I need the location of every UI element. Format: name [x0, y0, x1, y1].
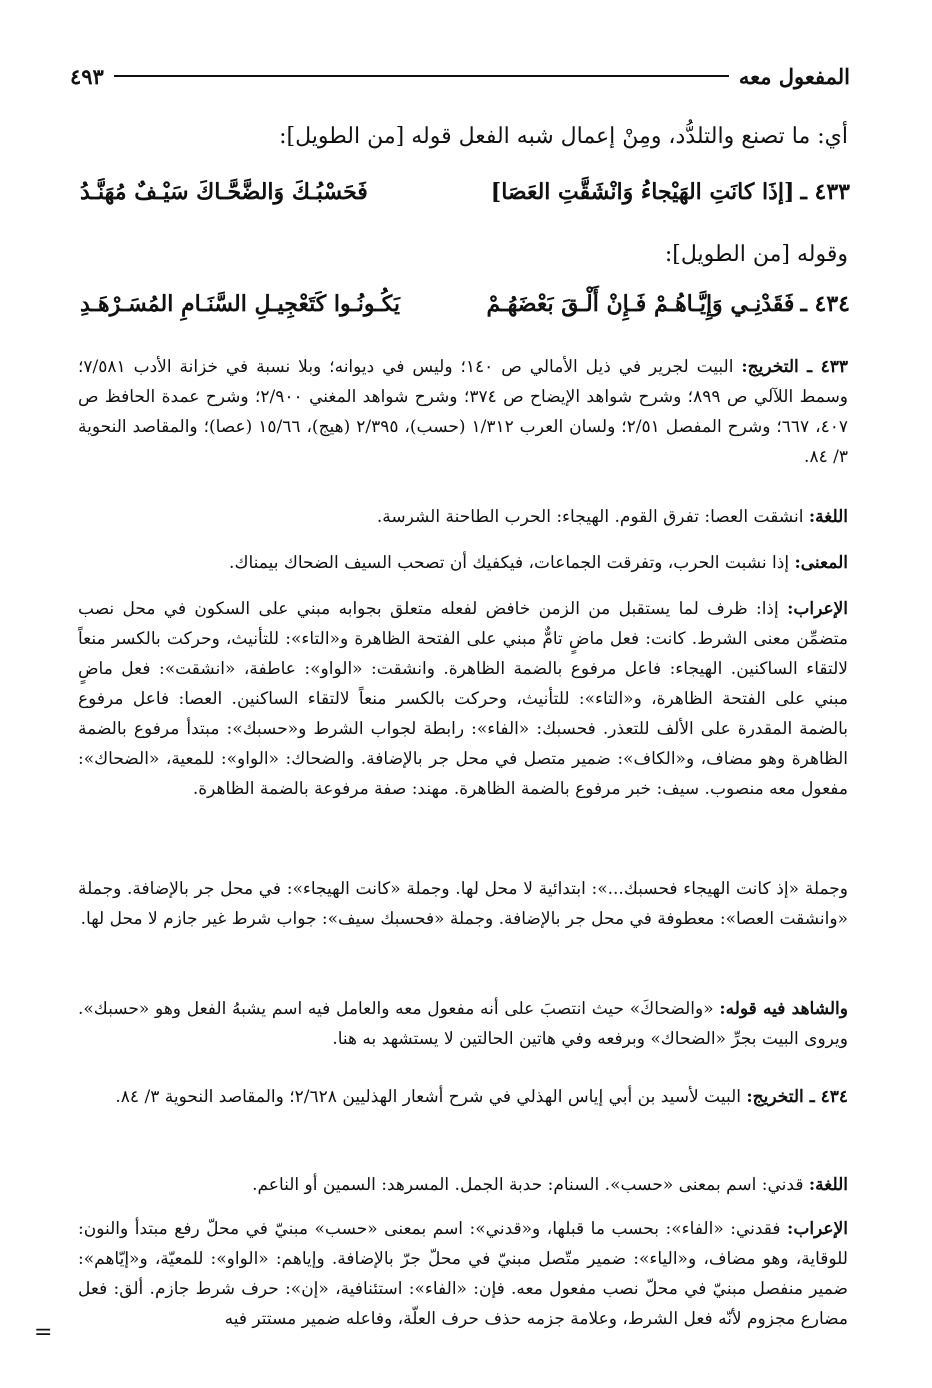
- verse-434-first-half: فَقَدْنِـي وَإِيَّـاهُـمْ فَـإِنْ أَلْـقَ بَعْضَهُـمْ: [486, 291, 795, 317]
- takhrij-434-label: ٤٣٤ ـ التخريج:: [746, 1087, 848, 1107]
- running-header: [70, 58, 850, 94]
- maana-433-label: المعنى:: [794, 553, 848, 573]
- verse-434-first: [487, 291, 850, 317]
- jumal-433: [78, 874, 848, 934]
- verse-433-second-half: فَحَسْبُـكَ وَالضَّحَّـاكَ سَيْـفٌ مُهَنَّـدُ: [80, 179, 368, 205]
- shahid-433-label: والشاهد فيه قوله:: [719, 999, 848, 1019]
- lugha-434-label: اللغة:: [808, 1175, 848, 1195]
- verse-433-first-half: [إذَا كانَتِ الهَيْجاءُ وَانْشَقَّتِ العَصَا]: [490, 179, 795, 205]
- maana-433-text: إذا نشبت الحرب، وتفرقت الجماعات، فيكفيك أن تصحب السيف الضحاك بيمناك.: [229, 553, 790, 573]
- header-rule: [114, 75, 729, 77]
- takhrij-434: [78, 1082, 848, 1112]
- page-number: ٤٩٣: [70, 63, 104, 89]
- takhrij-433: [78, 352, 848, 472]
- maana-433: [78, 548, 848, 578]
- verse-434: [80, 284, 850, 324]
- takhrij-433-text: البيت لجرير في ذيل الأمالي ص ١٤٠؛ وليس في ديوانه؛ وبلا نسبة في خزانة الأدب ٧/٥٨١؛ وسمط اللآلي ص ٨٩٩؛ وشرح شواهد الإيضاح ص ٣٧٤؛ وشرح شواهد المغني ٢/٩٠٠؛ وشرح عمدة الحافظ ص ٤٠٧، ٦٦٧؛ وشرح المفصل ٢/٥١؛ ولسان العرب ١/٣١٢ (حسب)، ٢/٣٩٥ (هيج)، ١٥/٦٦ (عصا)؛ والمقاصد النحوية ٣/ ٨٤.: [78, 357, 849, 467]
- jumal-433-text: وجملة «إذ كانت الهيجاء فحسبك...»: ابتدائية لا محل لها. وجملة «كانت الهيجاء»: في محل جر بالإضافة. وجملة «وانشقت العصا»: معطوفة في محل جر بالإضافة. وجملة «فحسبك سيف»: جواب شرط غير جازم لا محل لها.: [78, 879, 848, 929]
- irab-433-label: الإعراب:: [787, 599, 849, 619]
- irab-434: [78, 1214, 848, 1334]
- lugha-433-label: اللغة:: [808, 507, 848, 527]
- lugha-433: [78, 502, 848, 532]
- takhrij-434-text: البيت لأسيد بن أبي إياس الهذلي في شرح أشعار الهذليين ٢/٦٢٨؛ والمقاصد النحوية ٣/ ٨٤.: [115, 1087, 741, 1107]
- irab-433-text: إذا: ظرف لما يستقبل من الزمن خافض لفعله متعلق بجوابه مبني على السكون في محل نصب متضمِّن معنى الشرط. كانت: فعل ماضٍ تامٌّ مبني على الفتحة الظاهرة و«التاء»: للتأنيث، وحركت بالكسر منعاً لالتقاء الساكنين. الهيجاء: فاعل مرفوع بالضمة الظاهرة. وانشقت: «الواو»: عاطفة، «انشقت»: فعل ماضٍ مبني على الفتحة الظاهرة، و«التاء»: للتأنيث، وحركت بالكسر منعاً لالتقاء الساكنين. العصا: فاعل مرفوع بالضمة المقدرة على الألف للتعذر. فحسبك: «الفاء»: رابطة لجواب الشرط و«حسبك»: مبتدأ مرفوع بالضمة الظاهرة وهو مضاف، و«الكاف»: ضمير متصل في محل جر بالإضافة. والضحاك: «الواو»: للمعية، «الضحاك»: مفعول معه منصوب. سيف: خبر مرفوع بالضمة الظاهرة. مهند: صفة مرفوعة بالضمة الظاهرة.: [78, 599, 848, 799]
- irab-434-text: فقدني: «الفاء»: بحسب ما قبلها، و«قدني»: اسم بمعنى «حسب» مبنيّ في محلّ رفع مبتدأ والنون: للوقاية، وهو مضاف، و«الياء»: ضمير متّصل مبنيّ في محلّ جرّ بالإضافة. وإياهم: «الواو»: للمعيّة، و«إيّاهم»: ضمير منفصل مبنيّ في محلّ نصب مفعول معه. فإن: «الفاء»: استئنافية، «إن»: حرف شرط جازم. ألق: فعل مضارع مجزوم لأنّه فعل الشرط، وعلامة جزمه حذف حرف العلّة، وفاعله ضمير مستتر فيه: [78, 1219, 848, 1329]
- verse-433-first: [491, 179, 850, 205]
- intro-line: أي: ما تصنع والتلدُّد، ومِنْ إعمال شبه الفعل قوله [من الطويل]:: [279, 124, 848, 149]
- verse-434-number: ٤٣٤ ـ: [800, 291, 850, 317]
- shahid-433: [78, 994, 848, 1054]
- takhrij-433-label: ٤٣٣ ـ التخريج:: [741, 357, 849, 377]
- verse-433-number: ٤٣٣ ـ: [800, 179, 850, 205]
- continuation-mark: =: [34, 1320, 53, 1345]
- verse-434-second-half: يَكُـونُـوا كَتَعْجِيـلِ السَّنَـامِ المُسَـرْهَـدِ: [80, 291, 400, 317]
- lugha-434-text: قدني: اسم بمعنى «حسب». السنام: حدبة الجمل. المسرهد: السمين أو الناعم.: [252, 1175, 804, 1195]
- verse-433: [80, 172, 850, 212]
- intro-line-2: وقوله [من الطويل]:: [664, 242, 848, 267]
- irab-433: [78, 594, 848, 804]
- shahid-433-text: «والضحاكَ» حيث انتصبَ على أنه مفعول معه والعامل فيه اسم يشبهُ الفعل وهو «حسبك». ويروى البيت بجرِّ «الضحاك» وبرفعه وفي هاتين الحالتين لا يستشهد به هنا.: [78, 999, 848, 1049]
- irab-434-label: الإعراب:: [787, 1219, 848, 1239]
- lugha-434: [78, 1170, 848, 1200]
- lugha-433-text: انشقت العصا: تفرق القوم. الهيجاء: الحرب الطاحنة الشرسة.: [376, 507, 804, 527]
- chapter-title: المفعول معه: [738, 63, 850, 89]
